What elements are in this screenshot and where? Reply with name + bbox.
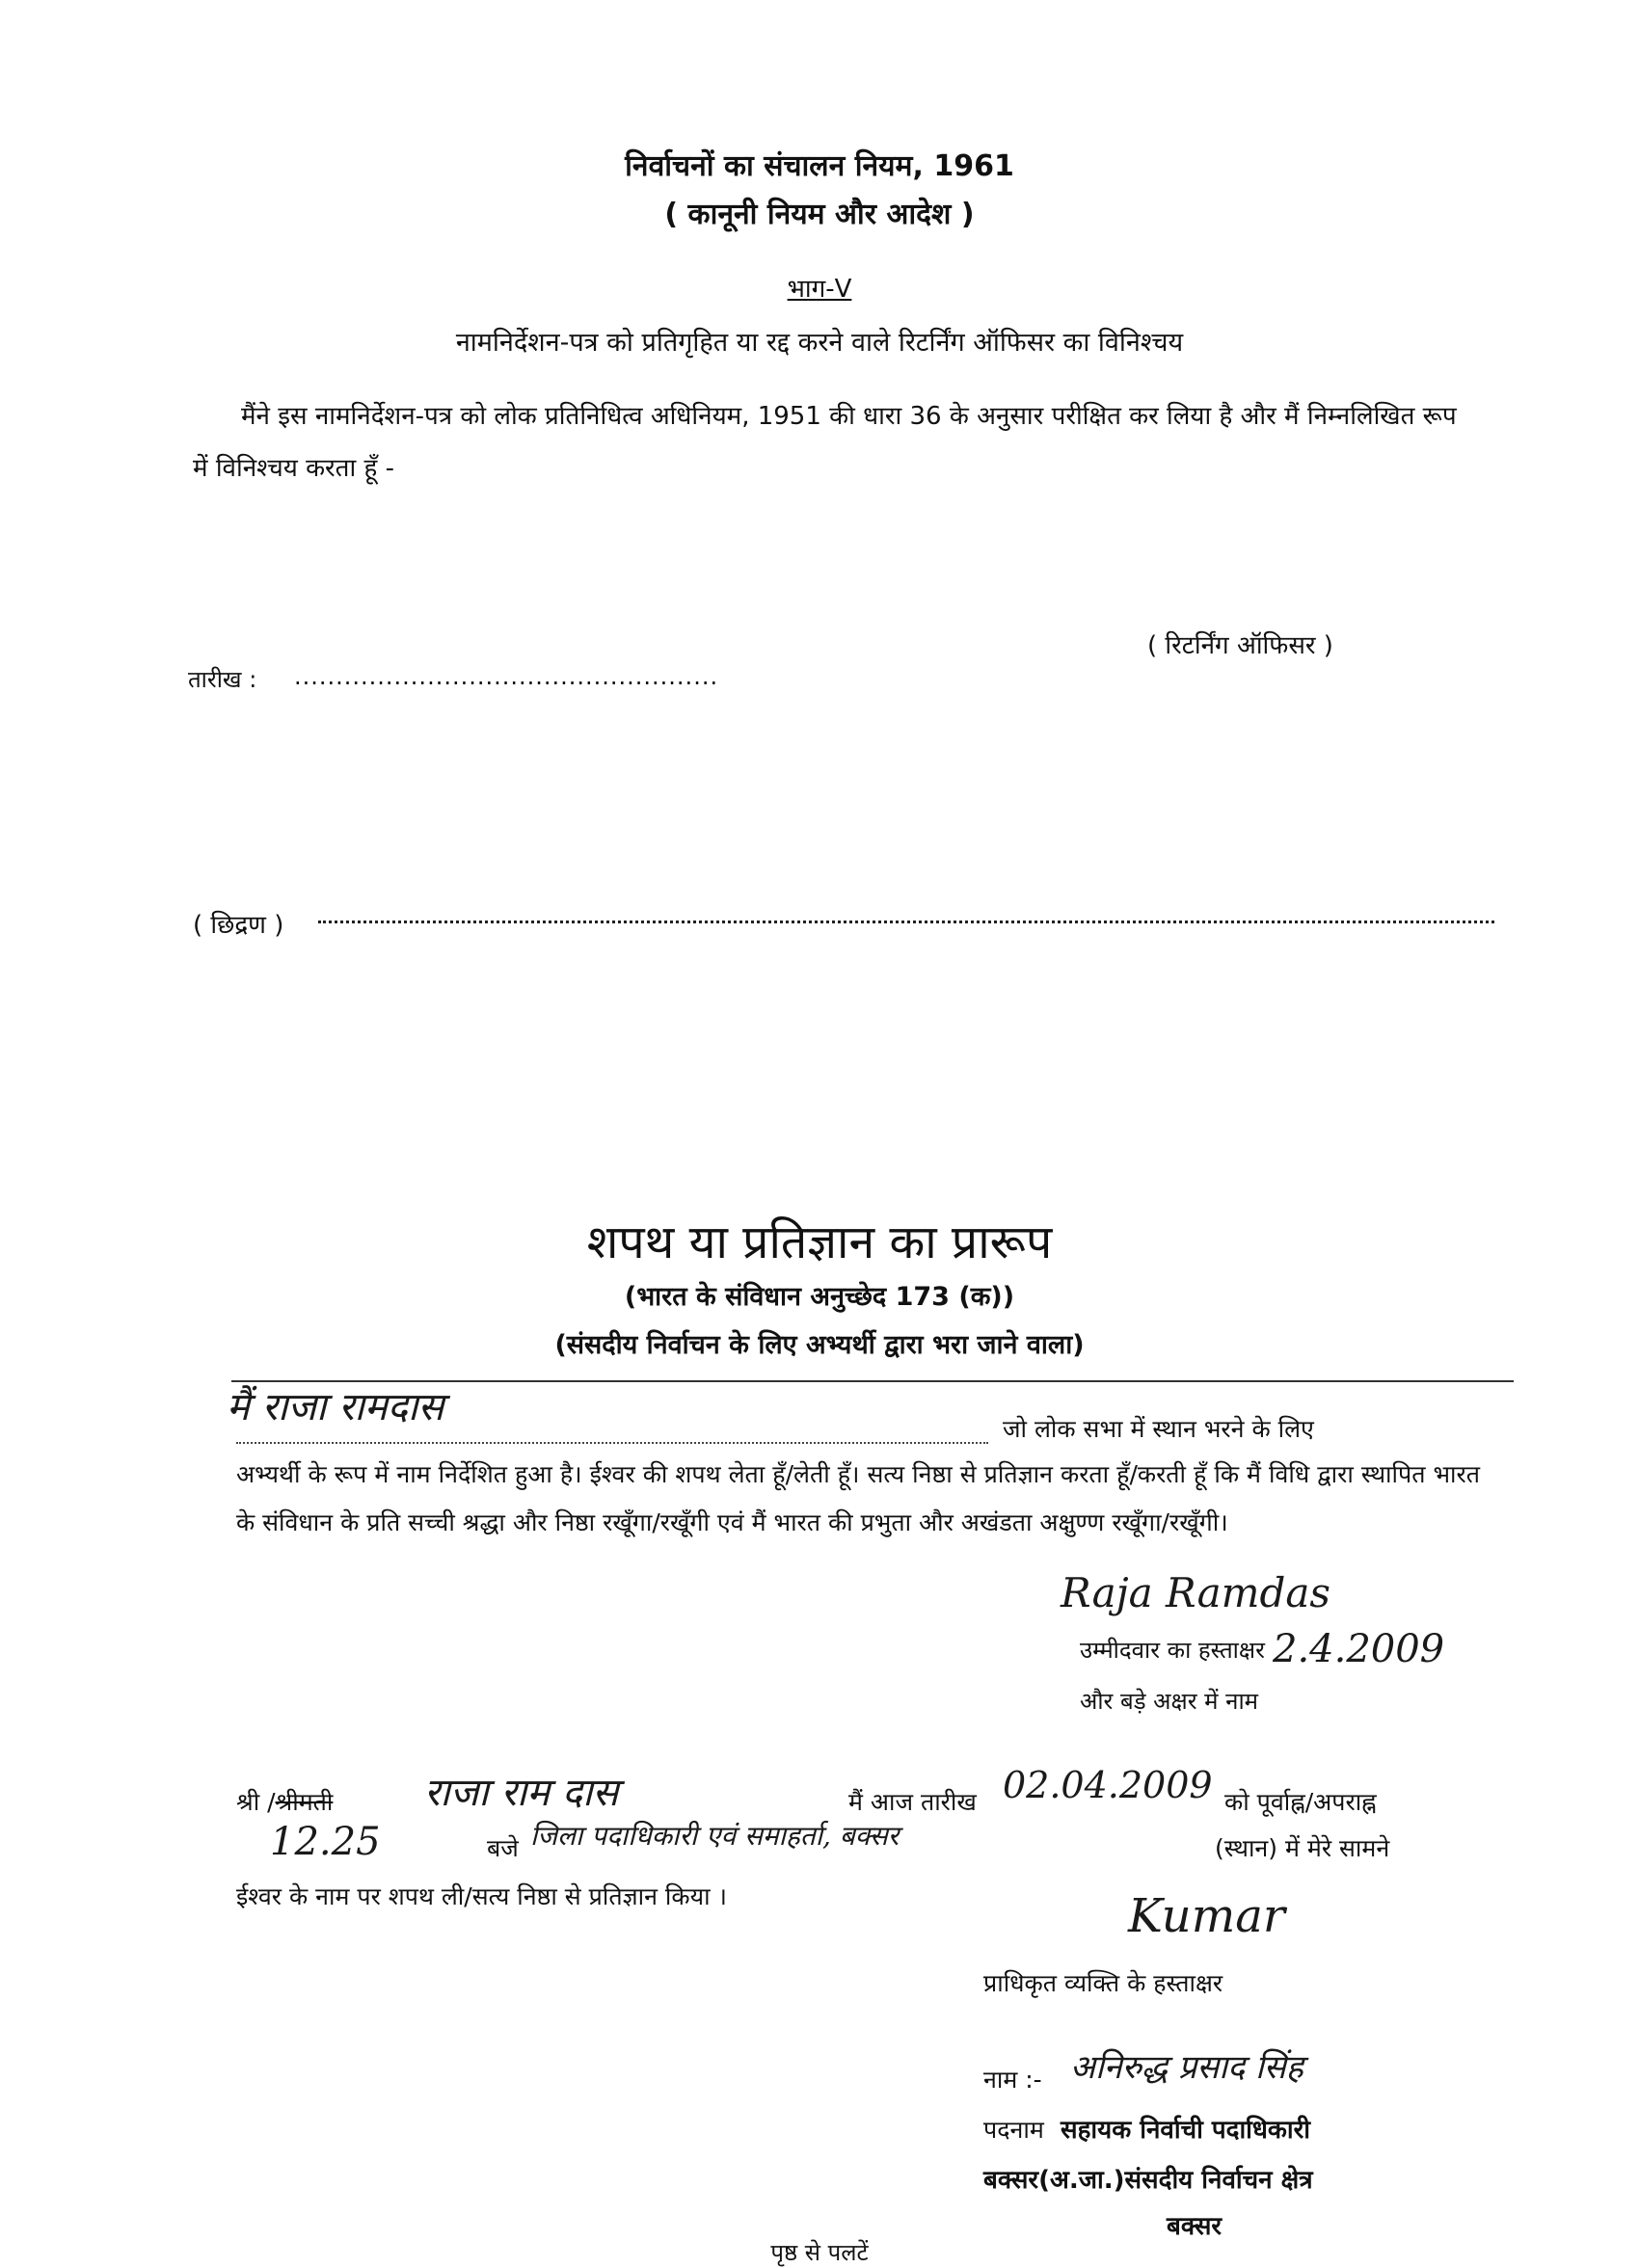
handwritten-date: 02.04.2009 (1003, 1764, 1213, 1806)
handwritten-officer-name: अनिरुद्ध प्रसाद सिंह (1070, 2048, 1303, 2087)
date-field[interactable]: ................................................... (294, 663, 719, 690)
officer-name-label: नाम :- (983, 2066, 1042, 2094)
authorized-signature-label: प्राधिकृत व्यक्ति के हस्ताक्षर (983, 1969, 1223, 1997)
today-label: मैं आज तारीख (848, 1788, 977, 1816)
attest-oath-line: ईश्वर के नाम पर शपथ ली/सत्य निष्ठा से प्रतिज्ञान किया । (236, 1882, 727, 1910)
page-footer: पृष्ठ से पलटें (770, 2239, 869, 2266)
candidate-signature: Raja Ramdas (1061, 1569, 1330, 1616)
oath-body: अभ्यर्थी के रूप में नाम निर्देशित हुआ है। ईश्वर की शपथ लेता हूँ/लेती हूँ। सत्य निष्ठा से प्रतिज्ञान करता हूँ/करती हूँ कि मैं विधि द्वारा स्थापित भारत के संविधान के प्रति सच्ची श्रद्धा और निष्ठा रखूँगा/रखूँगी एवं मैं भारत की प्रभुता और अखंडता अक्षुण्ण रखूँगा/रखूँगी। (236, 1460, 1480, 1536)
rules-title: निर्वाचनों का संचालन नियम, 1961 (625, 149, 1014, 183)
oath-line1-tail: जो लोक सभा में स्थान भरने के लिए (1003, 1415, 1314, 1443)
designation-label: पदनाम (983, 2116, 1044, 2144)
place-label: (स्थान) में मेरे सामने (1215, 1834, 1390, 1862)
date-label: तारीख : (188, 666, 257, 693)
bigname-label: और बड़े अक्षर में नाम (1080, 1688, 1259, 1715)
candidate-signature-date: 2.4.2009 (1273, 1627, 1445, 1671)
returning-officer-label: ( रिटर्निंग ऑफिसर ) (1147, 631, 1333, 660)
handwritten-attest-name: राजा राम दास (424, 1771, 619, 1815)
candidate-signature-label: उम्मीदवार का हस्ताक्षर (1080, 1637, 1265, 1664)
handwritten-candidate-name: मैं राजा रामदास (227, 1385, 444, 1429)
oath-subtitle-purpose: (संसदीय निर्वाचन के लिए अभ्यर्थी द्वारा भरा जाने वाला) (554, 1330, 1085, 1360)
oath-title: शपथ या प्रतिज्ञान का प्रारूप (586, 1215, 1053, 1269)
attest-salutation (236, 1785, 333, 1818)
decision-paragraph: मैंने इस नामनिर्देशन-पत्र को लोक प्रतिनिधित्व अधिनियम, 1951 की धारा 36 के अनुसार परीक्षित कर लिया है और मैं निम्नलिखित रूप में विनिश्चय करता हूँ - (193, 402, 1457, 483)
chhidran-label: ( छिद्रण ) (193, 911, 284, 940)
ampm-label: को पूर्वाह्न/अपराह्न (1224, 1788, 1377, 1816)
part-label: भाग-V (787, 275, 852, 304)
candidate-name-field[interactable] (236, 1417, 988, 1444)
designation-stamp-line3: बक्सर (1167, 2212, 1223, 2241)
handwritten-place: जिला पदाधिकारी एवं समाहर्ता, बक्सर (530, 1820, 900, 1852)
shri-label: श्री / (236, 1788, 276, 1816)
shrimati-label: श्रीमती (275, 1788, 334, 1816)
rules-subtitle: ( कानूनी नियम और आदेश ) (664, 198, 975, 231)
designation-stamp-line2: बक्सर(अ.जा.)संसदीय निर्वाचन क्षेत्र (983, 2166, 1313, 2195)
handwritten-time: 12.25 (270, 1820, 381, 1864)
oath-subtitle-article: (भारत के संविधान अनुच्छेद 173 (क)) (624, 1282, 1015, 1312)
baje-label: बजे (487, 1834, 519, 1862)
decision-title: नामनिर्देशन-पत्र को प्रतिगृहित या रद्द करने वाले रिटर्निंग ऑफिसर का विनिश्चय (455, 328, 1184, 358)
authorized-signature: Kumar (1128, 1889, 1285, 1943)
part-heading (0, 270, 1639, 305)
chhidran-field[interactable] (318, 892, 1494, 923)
designation-stamp-line1: सहायक निर्वाची पदाधिकारी (1061, 2116, 1310, 2145)
